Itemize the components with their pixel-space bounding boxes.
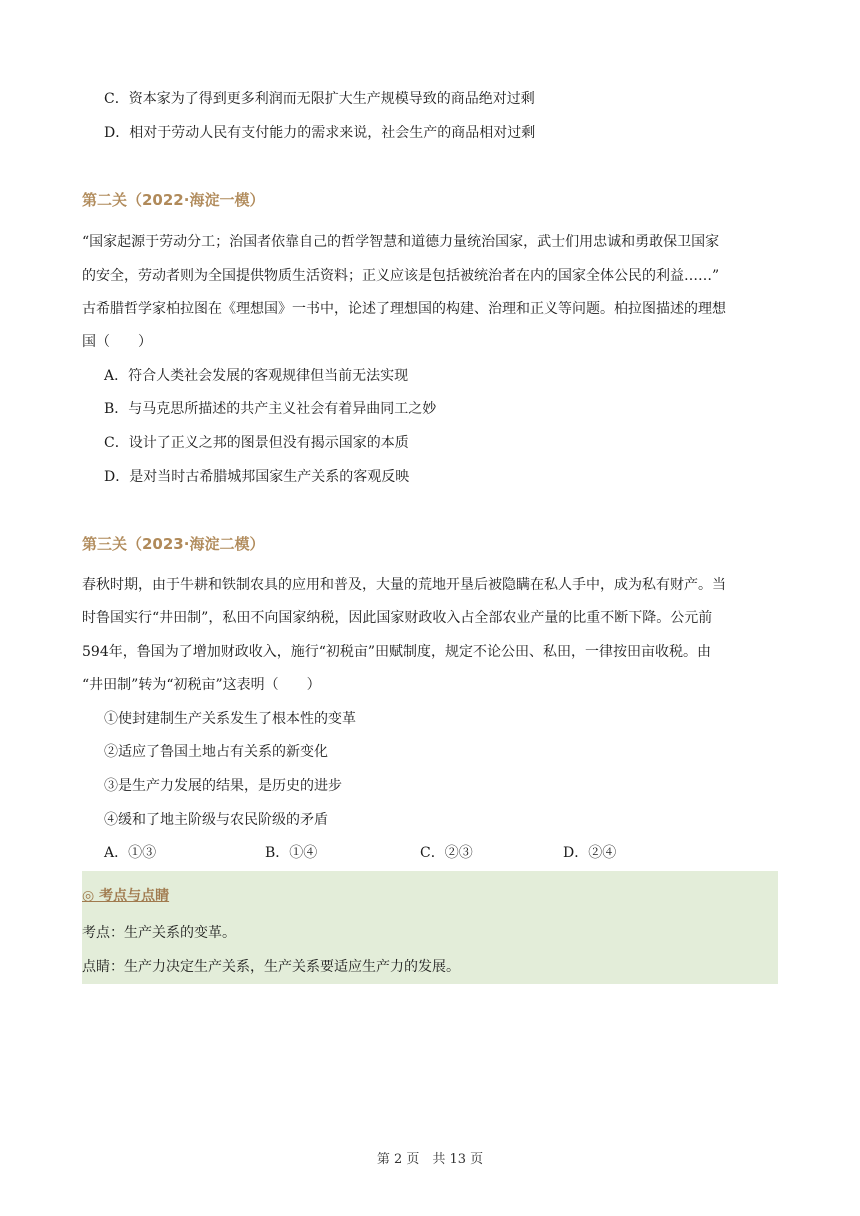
choice-c: C．②③ — [420, 845, 473, 861]
level2-option-c: C．设计了正义之邦的图景但没有揭示国家的本质 — [104, 435, 409, 451]
keypoint-box — [82, 871, 778, 984]
level3-stem-line: 594年，鲁国为了增加财政收入，施行“初税亩”田赋制度，规定不论公田、私田，一律按田亩收税。由 — [82, 644, 712, 660]
keypoint-title: ◎ 考点与点睛 — [82, 888, 170, 904]
level2-stem-line: 国（ ） — [82, 334, 152, 350]
keypoint-insight: 点睛：生产力决定生产关系，生产关系要适应生产力的发展。 — [82, 959, 460, 975]
level2-title: 第二关（2022·海淀一模） — [82, 191, 265, 209]
choice-a: A．①③ — [104, 845, 157, 861]
choice-d: D．②④ — [563, 845, 617, 861]
level3-statement-4: ④缓和了地主阶级与农民阶级的矛盾 — [104, 812, 328, 828]
level3-statement-3: ③是生产力发展的结果，是历史的进步 — [104, 778, 342, 794]
level3-statement-2: ②适应了鲁国土地占有关系的新变化 — [104, 744, 328, 760]
level2-stem-line: 古希腊哲学家柏拉图在《理想国》一书中，论述了理想国的构建、治理和正义等问题。柏拉图描述的理想 — [82, 301, 726, 317]
level2-stem-line: “国家起源于劳动分工；治国者依靠自己的哲学智慧和道德力量统治国家，武士们用忠诚和勇敢保卫国家 — [82, 234, 720, 250]
page-number: 第 2 页 共 13 页 — [376, 1152, 484, 1167]
q1-option-c: C．资本家为了得到更多利润而无限扩大生产规模导致的商品绝对过剩 — [104, 91, 535, 107]
level3-stem-line: 时鲁国实行“井田制”，私田不向国家纳税，因此国家财政收入占全部农业产量的比重不断下降。公元前 — [82, 610, 713, 626]
level3-choices — [104, 843, 664, 863]
level2-option-a: A．符合人类社会发展的客观规律但当前无法实现 — [104, 368, 409, 384]
keypoint-exam-point: 考点：生产关系的变革。 — [82, 925, 236, 941]
level3-stem-line: 春秋时期，由于牛耕和铁制农具的应用和普及，大量的荒地开垦后被隐瞒在私人手中，成为私有财产。当 — [82, 577, 726, 593]
level2-option-b: B．与马克思所描述的共产主义社会有着异曲同工之妙 — [104, 401, 437, 417]
level3-title: 第三关（2023·海淀二模） — [82, 535, 265, 553]
choice-b: B．①④ — [265, 845, 318, 861]
level2-option-d: D．是对当时古希腊城邦国家生产关系的客观反映 — [104, 469, 410, 485]
level2-stem-line: 的安全，劳动者则为全国提供物质生活资料；正义应该是包括被统治者在内的国家全体公民的利益……” — [82, 268, 720, 284]
q1-option-d: D．相对于劳动人民有支付能力的需求来说，社会生产的商品相对过剩 — [104, 125, 536, 141]
level3-stem-line: “井田制”转为“初税亩”这表明（ ） — [82, 677, 321, 693]
level3-statement-1: ①使封建制生产关系发生了根本性的变革 — [104, 711, 356, 727]
